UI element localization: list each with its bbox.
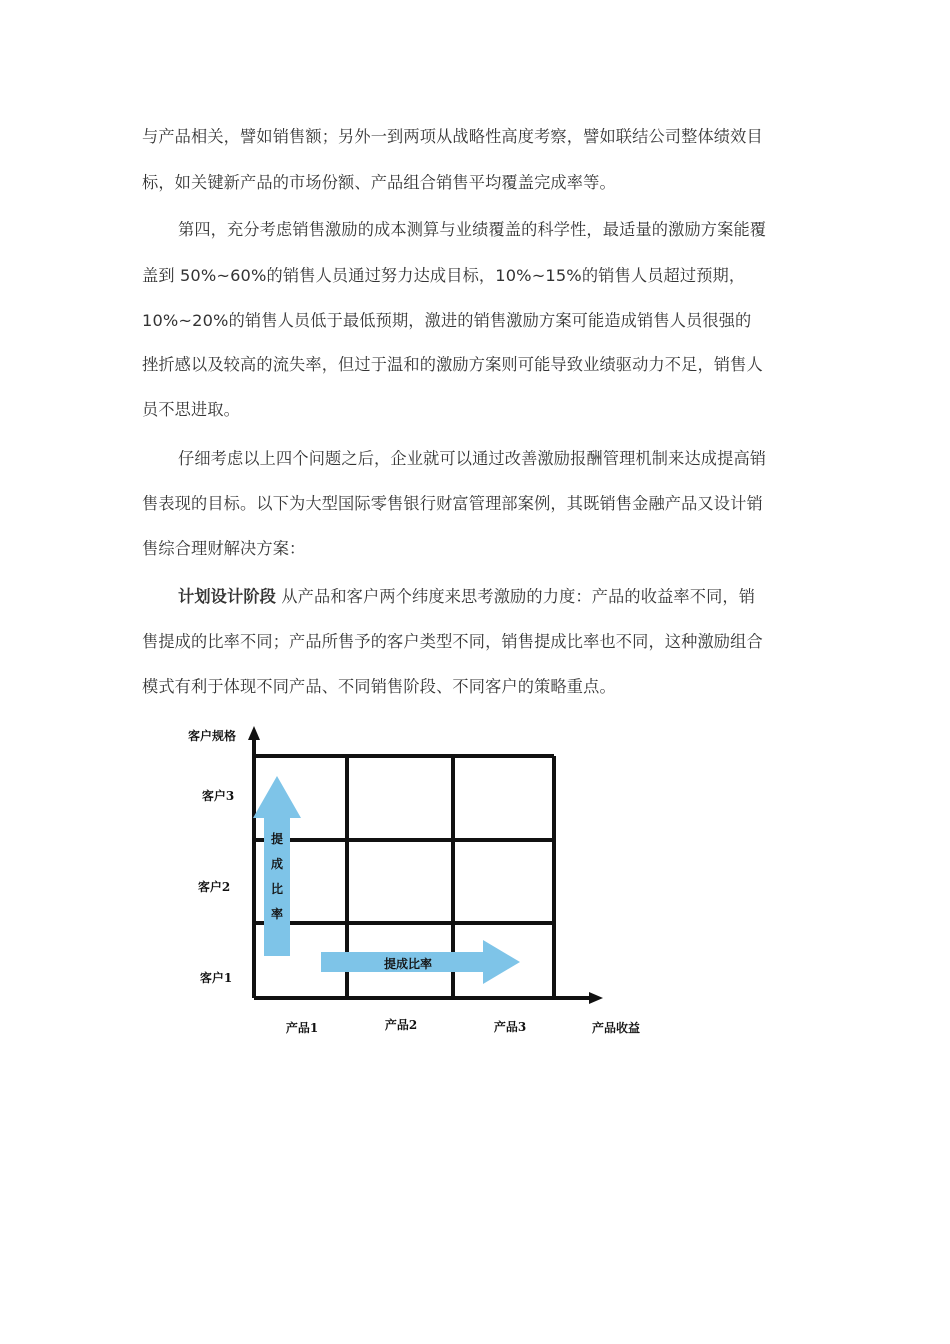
paragraph-line [178, 586, 755, 608]
row-label: 客户2 [197, 880, 231, 894]
paragraph-line: 挫折感以及较高的流失率，但过于温和的激励方案则可能导致业绩驱动力不足，销售人 [142, 355, 763, 374]
y-axis-arrowhead [248, 726, 260, 740]
paragraph-line: 售提成的比率不同；产品所售予的客户类型不同，销售提成比率也不同，这种激励组合 [142, 632, 763, 651]
x-axis-label: 产品收益 [591, 1021, 641, 1035]
column-label: 产品2 [384, 1018, 418, 1032]
vertical-arrow-char: 率 [270, 907, 284, 921]
paragraph-line: 售表现的目标。以下为大型国际零售银行财富管理部案例，其既销售金融产品又设计销 [142, 494, 763, 513]
paragraph-line: 盖到 50%~60%的销售人员通过努力达成目标，10%~15%的销售人员超过预期， [142, 266, 746, 285]
paragraph-line: 与产品相关，譬如销售额；另外一到两项从战略性高度考察，譬如联结公司整体绩效目 [142, 127, 763, 146]
incentive-matrix-diagram [170, 718, 660, 1048]
y-axis-label: 客户规格 [187, 729, 237, 743]
horizontal-arrow-label: 提成比率 [383, 957, 433, 971]
paragraph-line: 10%~20%的销售人员低于最低预期，激进的销售激励方案可能造成销售人员很强的 [142, 311, 752, 330]
incentive-matrix-figure [170, 718, 660, 1048]
column-label: 产品1 [285, 1021, 319, 1035]
vertical-arrow-char: 成 [270, 857, 284, 871]
section-heading: 计划设计阶段 [178, 587, 277, 606]
vertical-arrow-char: 比 [270, 882, 284, 896]
row-label: 客户1 [199, 971, 233, 985]
paragraph-line: 模式有利于体现不同产品、不同销售阶段、不同客户的策略重点。 [142, 677, 616, 696]
row-label: 客户3 [201, 789, 235, 803]
paragraph-line: 员不思进取。 [142, 400, 241, 419]
paragraph-line: 第四，充分考虑销售激励的成本测算与业绩覆盖的科学性，最适量的激励方案能覆 [178, 220, 767, 239]
paragraph-text: 从产品和客户两个纬度来思考激励的力度：产品的收益率不同，销 [276, 587, 756, 606]
paragraph-line: 仔细考虑以上四个问题之后，企业就可以通过改善激励报酬管理机制来达成提高销 [178, 449, 767, 468]
vertical-arrow-char: 提 [270, 832, 284, 846]
x-axis-arrowhead [589, 992, 603, 1004]
paragraph-line: 售综合理财解决方案： [142, 539, 306, 558]
paragraph-line: 标，如关键新产品的市场份额、产品组合销售平均覆盖完成率等。 [142, 173, 616, 192]
column-label: 产品3 [493, 1020, 527, 1034]
